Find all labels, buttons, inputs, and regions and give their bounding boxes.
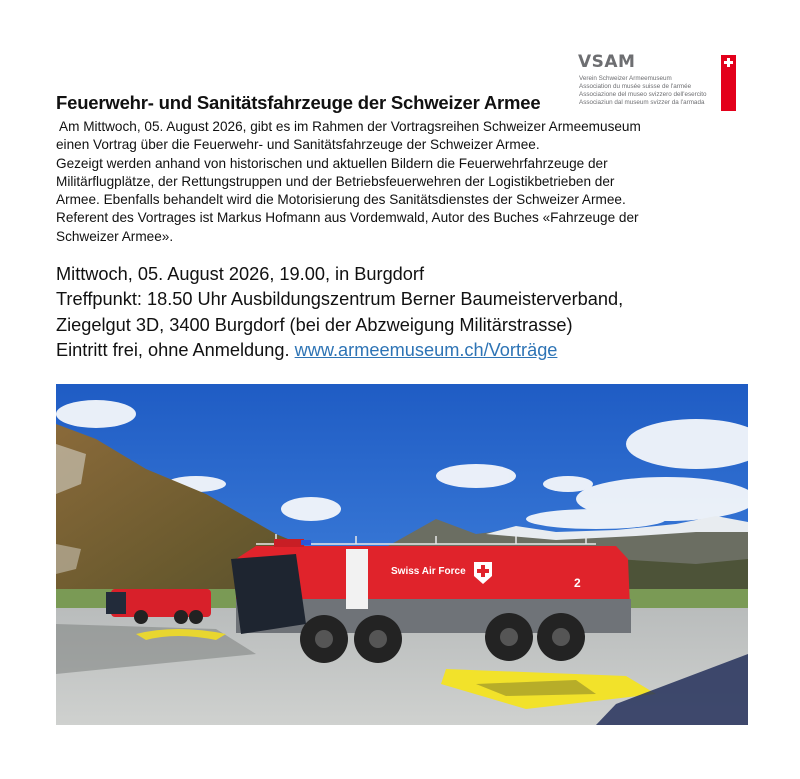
vsam-logo <box>578 52 738 112</box>
logo-line: Association du musée suisse de l'armée <box>579 83 692 90</box>
logo-acronym: VSAM <box>578 52 636 72</box>
cloud <box>281 497 341 521</box>
cloud <box>436 464 516 488</box>
logo-line: Associazione del museo svizzero dell'esercito <box>579 91 707 98</box>
logo-line: Associaziun dal museum svizzer da l'armada <box>579 99 705 106</box>
fire-truck-photo <box>56 384 748 725</box>
description-line: Armee. Ebenfalls behandelt wird die Motorisierung des Sanitätsdienstes der Schweizer Armee. <box>56 192 626 208</box>
event-admission <box>56 338 776 363</box>
event-date: Mittwoch, 05. August 2026, 19.00, in Burgdorf <box>56 264 425 284</box>
description <box>56 118 756 246</box>
description-line: einen Vortrag über die Feuerwehr- und Sanitätsfahrzeuge der Schweizer Armee. <box>56 137 540 153</box>
cloud <box>56 400 136 428</box>
event-address: Ziegelgut 3D, 3400 Burgdorf (bei der Abzweigung Militärstrasse) <box>56 314 573 335</box>
swiss-flag-icon <box>721 55 736 111</box>
museum-website-link[interactable]: www.armeemuseum.ch/Vorträge <box>294 339 558 360</box>
logo-subtitle <box>579 75 707 107</box>
admission-text: Eintritt frei, ohne Anmeldung. <box>56 339 295 360</box>
event-meeting-point: Treffpunkt: 18.50 Uhr Ausbildungszentrum Berner Baumeisterverband, <box>56 289 624 310</box>
truck-label: Swiss Air Force <box>391 566 466 577</box>
description-line: Referent des Vortrages ist Markus Hofmann aus Vordemwald, Autor des Buches «Fahrzeuge der <box>56 210 639 226</box>
description-line: Am Mittwoch, 05. August 2026, gibt es im Rahmen der Vortragsreihen Schweizer Armeemuseum <box>56 119 641 134</box>
logo-line: Verein Schweizer Armeemuseum <box>579 75 672 82</box>
page-title: Feuerwehr- und Sanitätsfahrzeuge der Schweizer Armee <box>56 92 541 113</box>
description-line: Militärflugplätze, der Rettungstruppen und der Betriebsfeuerwehren der Logistikbetrieben der <box>56 173 615 189</box>
event-details <box>56 262 776 363</box>
description-line: Gezeigt werden anhand von historischen und aktuellen Bildern die Feuerwehrfahrzeuge der <box>56 155 608 171</box>
description-line: Schweizer Armee». <box>56 228 174 244</box>
cloud <box>526 509 666 529</box>
truck-number: 2 <box>574 576 581 590</box>
